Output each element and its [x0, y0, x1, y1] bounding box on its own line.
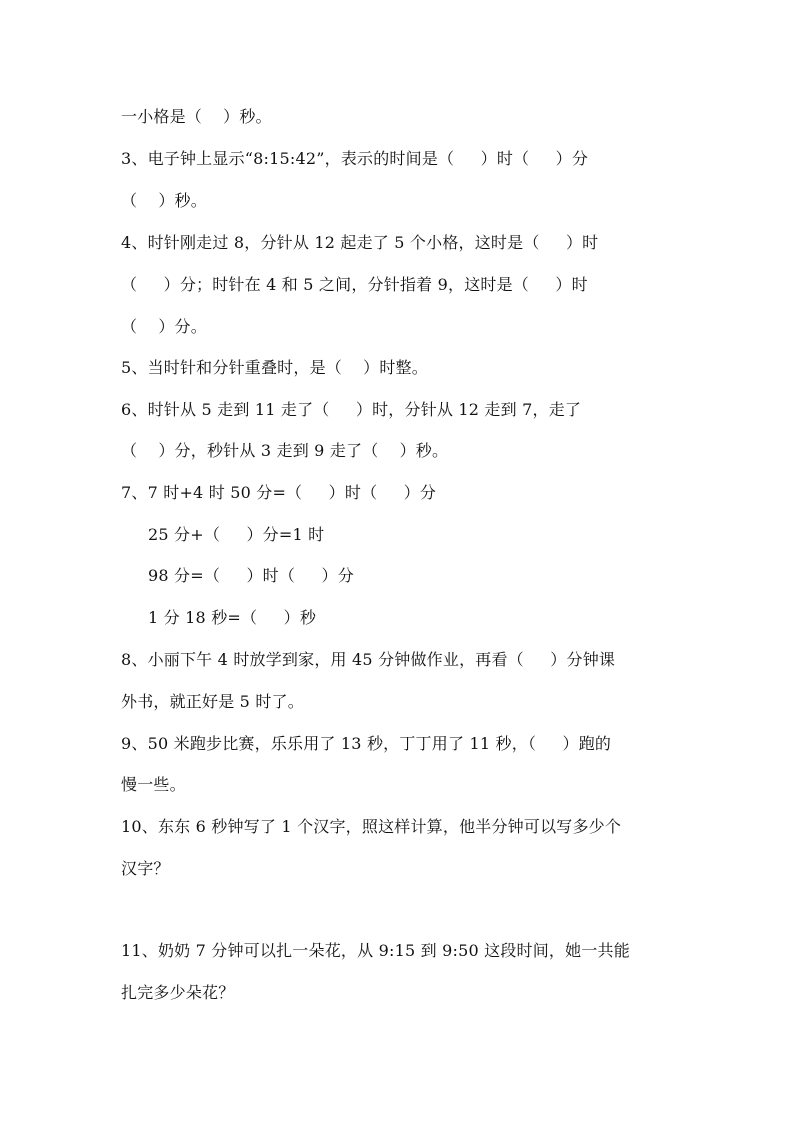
- question-7-line-2: 25 分+（ ）分=1 时: [148, 525, 325, 544]
- question-8-line-1: 8、小丽下午 4 时放学到家，用 45 分钟做作业，再看（ ）分钟课: [121, 650, 616, 669]
- question-7-line-4: 1 分 18 秒=（ ）秒: [148, 608, 317, 627]
- question-2-continuation: 一小格是（ ）秒。: [121, 107, 272, 126]
- question-7-line-3: 98 分=（ ）时（ ）分: [148, 566, 354, 585]
- question-3-line-2: （ ）秒。: [121, 191, 207, 210]
- question-9-line-2: 慢一些。: [121, 775, 186, 794]
- question-3-line-1: 3、电子钟上显示“8:15:42”，表示的时间是（ ）时（ ）分: [121, 149, 589, 168]
- question-8-line-2: 外书，就正好是 5 时了。: [121, 692, 304, 711]
- question-7-line-1: 7、7 时+4 时 50 分=（ ）时（ ）分: [121, 483, 437, 502]
- question-6-line-1: 6、时针从 5 走到 11 走了（ ）时，分针从 12 走到 7，走了: [121, 400, 582, 419]
- question-4-line-3: （ ）分。: [121, 317, 207, 336]
- question-9-line-1: 9、50 米跑步比赛，乐乐用了 13 秒，丁丁用了 11 秒，（ ）跑的: [121, 734, 612, 753]
- question-5: 5、当时针和分针重叠时，是（ ）时整。: [121, 358, 428, 377]
- question-4-line-1: 4、时针刚走过 8，分针从 12 起走了 5 个小格，这时是（ ）时: [121, 233, 599, 252]
- question-4-line-2: （ ）分；时针在 4 和 5 之间，分针指着 9，这时是（ ）时: [121, 275, 588, 294]
- question-6-line-2: （ ）分，秒针从 3 走到 9 走了（ ）秒。: [121, 441, 449, 460]
- question-11-line-2: 扎完多少朵花？: [121, 983, 235, 1002]
- question-10-line-1: 10、东东 6 秒钟写了 1 个汉字，照这样计算，他半分钟可以写多少个: [121, 817, 622, 836]
- question-11-line-1: 11、奶奶 7 分钟可以扎一朵花，从 9:15 到 9:50 这段时间，她一共能: [121, 941, 630, 960]
- question-10-line-2: 汉字？: [121, 859, 170, 878]
